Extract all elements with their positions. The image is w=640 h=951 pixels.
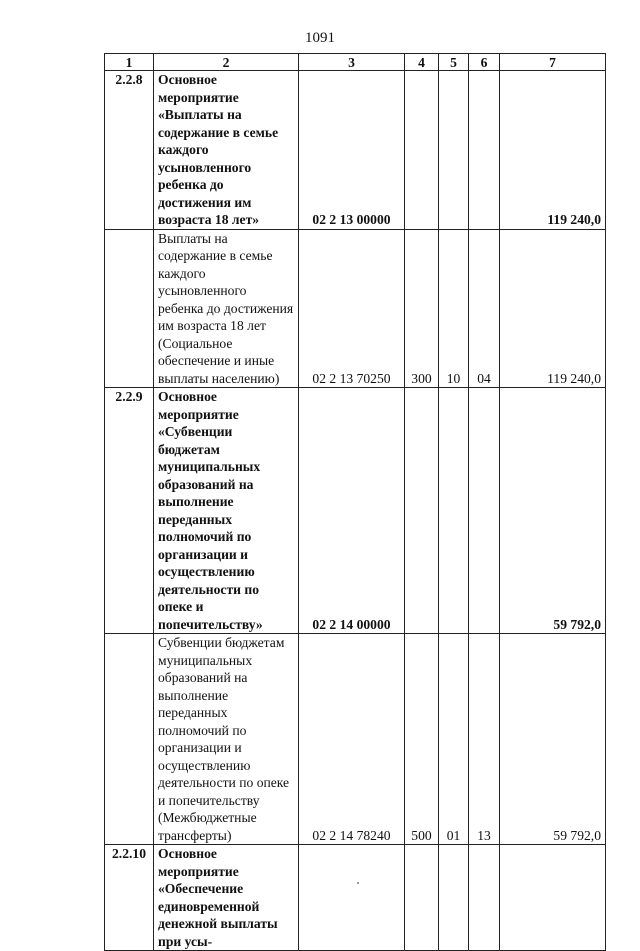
expense-type: 300 <box>405 229 439 388</box>
column-header: 5 <box>439 54 469 71</box>
column-header: 4 <box>405 54 439 71</box>
section <box>439 71 469 230</box>
column-header: 3 <box>299 54 405 71</box>
amount: 59 792,0 <box>500 388 606 634</box>
subsection <box>469 388 500 634</box>
item-number <box>105 229 154 388</box>
item-number: 2.2.10 <box>105 845 154 951</box>
expense-type <box>405 845 439 951</box>
column-header: 1 <box>105 54 154 71</box>
page-number: 1091 <box>305 30 335 46</box>
amount: 119 240,0 <box>500 229 606 388</box>
target-code: 02 2 14 00000 <box>299 388 405 634</box>
section: 10 <box>439 229 469 388</box>
column-header: 2 <box>154 54 299 71</box>
section: 01 <box>439 634 469 845</box>
target-code: 02 2 13 00000 <box>299 71 405 230</box>
subsection: 13 <box>469 634 500 845</box>
item-number: 2.2.8 <box>105 71 154 230</box>
target-code: 02 2 14 78240 <box>299 634 405 845</box>
table-row <box>105 229 606 388</box>
table-row <box>105 71 606 230</box>
subsection: 04 <box>469 229 500 388</box>
item-name: Выплаты на содержание в семье каждого усыновленного ребенка до достижения им возраста 18 лет (Социальное обеспечение и иные выплаты населению) <box>154 229 299 388</box>
table-row <box>105 845 606 951</box>
scan-speck <box>357 882 359 884</box>
expense-type: 500 <box>405 634 439 845</box>
item-number <box>105 634 154 845</box>
budget-table <box>104 53 606 951</box>
amount: 59 792,0 <box>500 634 606 845</box>
subsection <box>469 845 500 951</box>
section <box>439 388 469 634</box>
target-code: 02 2 13 70250 <box>299 229 405 388</box>
table-row <box>105 388 606 634</box>
column-header: 6 <box>469 54 500 71</box>
item-name: Основное мероприятие «Субвенции бюджетам муниципальных образований на выполнение переданных полномочий по организации и осуществлению деятельности по опеке и попечительству» <box>154 388 299 634</box>
target-code <box>299 845 405 951</box>
item-name: Субвенции бюджетам муниципальных образований на выполнение переданных полномочий по организации и осуществлению деятельности по опеке и попечительству (Межбюджетные трансферты) <box>154 634 299 845</box>
subsection <box>469 71 500 230</box>
table-row <box>105 634 606 845</box>
expense-type <box>405 388 439 634</box>
table-header-row <box>105 54 606 71</box>
amount: 119 240,0 <box>500 71 606 230</box>
column-header: 7 <box>500 54 606 71</box>
item-number: 2.2.9 <box>105 388 154 634</box>
item-name: Основное мероприятие «Обеспечение единовременной денежной выплаты при усы- <box>154 845 299 951</box>
section <box>439 845 469 951</box>
item-name: Основное мероприятие «Выплаты на содержание в семье каждого усыновленного ребенка до достижения им возраста 18 лет» <box>154 71 299 230</box>
amount <box>500 845 606 951</box>
expense-type <box>405 71 439 230</box>
